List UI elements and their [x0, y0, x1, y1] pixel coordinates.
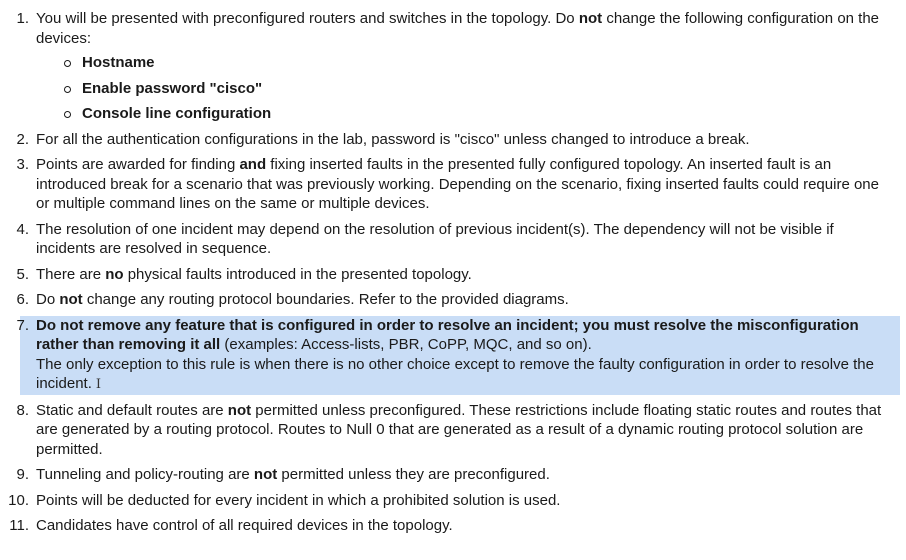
- item-number: 2.: [16, 130, 29, 148]
- item-text: The resolution of one incident may depend on the resolution of previous incident(s). The dependency will not be visible if incidents are resolved in sequence.: [36, 220, 834, 257]
- item-text-cont: permitted unless they are preconfigured.: [277, 466, 550, 483]
- item-text-cont: change any routing protocol boundaries. Refer to the provided diagrams.: [82, 291, 569, 308]
- list-item-9: [0, 465, 906, 485]
- item-bold: no: [105, 265, 124, 283]
- hollow-bullet-icon: [64, 111, 71, 118]
- item-text: Do: [36, 291, 60, 308]
- item-number: 7.: [16, 316, 29, 334]
- item-text: Tunneling and policy-routing are: [36, 466, 254, 483]
- list-item-8: [0, 401, 906, 460]
- text-cursor-icon: I: [95, 377, 102, 392]
- item-text: Points will be deducted for every incident in which a prohibited solution is used.: [36, 491, 561, 509]
- item-number: 4.: [16, 220, 29, 238]
- list-item-2: [0, 130, 906, 150]
- list-item-3: [0, 155, 906, 214]
- item-number: 9.: [16, 466, 29, 483]
- sub-item-console-line: [36, 104, 886, 124]
- list-item-7-selected[interactable]: [16, 316, 900, 395]
- item-bold: not: [253, 466, 278, 483]
- item-bold: and: [239, 156, 267, 173]
- item-text-exception: The only exception to this rule is when there is no other choice except to remove the faulty configuration in order to resolve the incident.: [36, 355, 874, 392]
- hollow-bullet-icon: [64, 86, 71, 93]
- list-item-11: [0, 516, 906, 536]
- item-text: There are: [36, 265, 106, 283]
- sub-item-label: Hostname: [82, 54, 155, 71]
- sub-item-hostname: [36, 53, 886, 73]
- item-number: 8.: [16, 401, 29, 419]
- sub-item-enable-password: [36, 79, 886, 99]
- list-item-10: [0, 491, 906, 511]
- item-bold: not: [578, 10, 603, 27]
- item-text-cont: change the following configuration on the devices:: [36, 10, 880, 47]
- sub-item-label: Console line configuration: [82, 105, 272, 122]
- item-number: 11.: [9, 517, 29, 534]
- list-item-4: [0, 220, 906, 259]
- item-text: Static and default routes are: [36, 401, 228, 419]
- item-text: Points are awarded for finding: [36, 156, 240, 173]
- sub-list: [36, 53, 886, 124]
- item-text-cont: physical faults introduced in the presented topology.: [123, 265, 472, 283]
- item-number: 10.: [8, 491, 29, 509]
- item-text: For all the authentication configurations in the lab, password is "cisco" unless changed to introduce a break.: [36, 130, 750, 148]
- item-bold: not: [59, 291, 83, 308]
- item-text-cont: permitted unless preconfigured. These restrictions include floating static routes and routes that are generated by a routing protocol. Routes to Null 0 that are generated as a result of a dynamic routing protocol solution are permitted.: [36, 401, 882, 458]
- list-item-1: [0, 9, 906, 124]
- item-text: Candidates have control of all required devices in the topology.: [36, 517, 453, 534]
- item-bold: Do not remove any feature that is configured in order to resolve an incident; you must resolve the misconfiguration rather than removing it all: [36, 316, 859, 353]
- hollow-bullet-icon: [64, 60, 71, 67]
- item-number: 5.: [16, 265, 29, 283]
- item-number: 6.: [16, 291, 29, 308]
- item-bold: not: [227, 401, 252, 419]
- item-number: 3.: [16, 156, 29, 173]
- item-number: 1.: [16, 10, 29, 27]
- item-text: You will be presented with preconfigured routers and switches in the topology. Do: [36, 10, 579, 27]
- item-text-cont: fixing inserted faults in the presented fully configured topology. An inserted fault is an introduced break for a scenario that was previously working. Depending on the scenario, fixing inserted faults could require one or multiple command lines on the same or multiple devices.: [36, 156, 879, 212]
- item-text-cont: (examples: Access-lists, PBR, CoPP, MQC, and so on).: [220, 336, 592, 353]
- sub-item-label: Enable password "cisco": [82, 79, 263, 97]
- rules-list: [0, 9, 906, 542]
- list-item-6: [0, 290, 906, 310]
- list-item-5: [0, 265, 906, 285]
